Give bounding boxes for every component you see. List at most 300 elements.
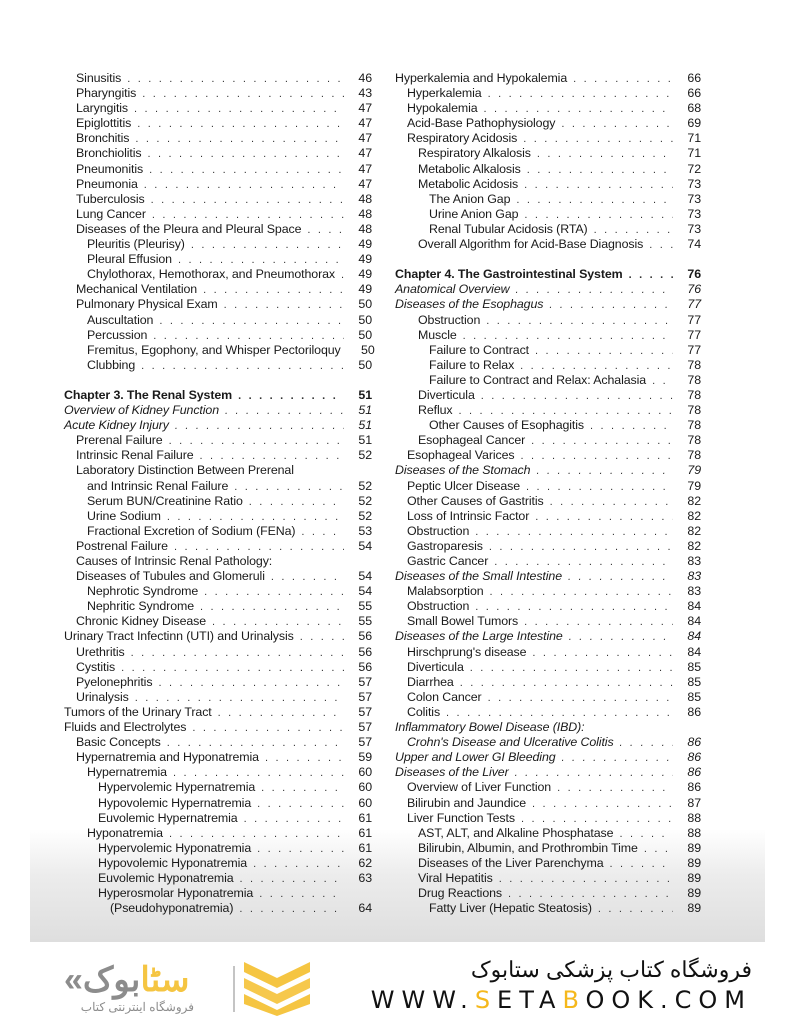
dot-leader: [549, 298, 673, 313]
toc-entry[interactable]: [395, 131, 701, 146]
store-title: فروشگاه کتاب پزشکی ستابوک: [470, 957, 752, 982]
toc-entry[interactable]: [395, 403, 701, 418]
toc-page-number: 85: [687, 674, 701, 689]
dot-leader: [481, 389, 673, 404]
toc-entry[interactable]: [395, 690, 701, 705]
toc-page-number: 79: [687, 478, 701, 493]
toc-entry[interactable]: [64, 282, 372, 297]
dot-leader: [535, 344, 673, 359]
toc-entry-title: Tuberculosis: [76, 191, 145, 206]
dot-leader: [259, 887, 344, 902]
dot-leader: [463, 329, 673, 344]
toc-page-number: 52: [358, 493, 372, 508]
toc-entry[interactable]: [395, 826, 701, 841]
toc-entry-title: Urinary Tract Infectinn (UTI) and Urinalysis: [64, 629, 294, 644]
toc-page-number: 61: [358, 840, 372, 855]
dot-leader: [341, 268, 344, 283]
toc-entry-title: Liver Function Tests: [407, 810, 515, 825]
toc-entry[interactable]: [64, 267, 372, 282]
toc-page-number: 51: [358, 403, 372, 418]
toc-entry-title: AST, ALT, and Alkaline Phosphatase: [418, 825, 614, 840]
toc-entry-title: Nephritic Syndrome: [87, 599, 195, 614]
toc-entry-title: Fluids and Electrolytes: [64, 720, 187, 735]
toc-entry[interactable]: [64, 86, 372, 101]
dot-leader: [203, 283, 344, 298]
toc-entry[interactable]: [395, 116, 701, 131]
dot-leader: [192, 721, 344, 736]
toc-page-number: 78: [687, 418, 701, 433]
toc-entry[interactable]: [64, 448, 372, 463]
toc-entry[interactable]: [395, 614, 701, 629]
toc-entry[interactable]: [64, 569, 372, 584]
dot-leader: [257, 842, 344, 857]
toc-entry[interactable]: [64, 237, 372, 252]
toc-entry[interactable]: [395, 735, 701, 750]
toc-page-number: 83: [687, 554, 701, 568]
toc-entry-title: Chronic Kidney Disease: [76, 614, 207, 629]
toc-entry[interactable]: [395, 162, 701, 177]
toc-page-number: 52: [358, 478, 372, 493]
toc-page-number: 47: [358, 131, 372, 146]
toc-entry[interactable]: [64, 71, 372, 86]
toc-entry[interactable]: [395, 358, 701, 373]
toc-entry[interactable]: [395, 901, 701, 916]
toc-entry-title: Inflammatory Bowel Disease (IBD):: [395, 720, 585, 735]
toc-entry[interactable]: [64, 162, 372, 177]
toc-entry[interactable]: [64, 750, 372, 765]
toc-entry[interactable]: [64, 826, 372, 841]
toc-entry[interactable]: [64, 524, 372, 539]
toc-page-number: 77: [687, 327, 701, 342]
toc-entry[interactable]: [395, 222, 701, 237]
store-url-link[interactable]: WWW.SETABOOK.COM: [370, 986, 752, 1014]
toc-entry[interactable]: [395, 599, 701, 614]
toc-entry[interactable]: [395, 146, 701, 161]
dot-leader: [240, 872, 344, 887]
toc-entry[interactable]: [64, 675, 372, 690]
toc-page-number: 83: [687, 584, 701, 599]
toc-entry[interactable]: [64, 131, 372, 146]
toc-entry[interactable]: [64, 433, 372, 448]
dot-leader: [239, 902, 344, 917]
dot-leader: [178, 253, 344, 268]
dot-leader: [486, 314, 673, 329]
toc-entry[interactable]: [64, 539, 372, 554]
toc-entry-title: Pleuritis (Pleurisy): [87, 237, 185, 252]
dot-leader: [532, 646, 673, 661]
toc-entry-title: Diseases of the Pleura and Pleural Space: [76, 221, 302, 236]
toc-entry[interactable]: [64, 418, 372, 433]
toc-entry-title: Hirschprung's disease: [407, 644, 527, 659]
toc-entry-title: Viral Hepatitis: [418, 870, 493, 885]
toc-page-number: 89: [687, 840, 701, 855]
toc-entry[interactable]: [395, 765, 701, 780]
toc-entry-title: Hyperosmolar Hyponatremia: [98, 886, 254, 901]
toc-entry[interactable]: [64, 720, 372, 735]
toc-entry-title: Gastroparesis: [407, 538, 483, 553]
dot-leader: [307, 223, 344, 238]
toc-entry-title: Bilirubin and Jaundice: [407, 795, 527, 810]
toc-entry[interactable]: [64, 494, 372, 509]
toc-page-number: 72: [687, 161, 701, 176]
toc-entry[interactable]: [395, 373, 701, 388]
dot-leader: [524, 178, 673, 193]
toc-entry[interactable]: [395, 433, 701, 448]
toc-entry[interactable]: [64, 901, 372, 916]
toc-page-number: 73: [687, 191, 701, 206]
dot-leader: [151, 193, 344, 208]
toc-entry-title: Pulmonary Physical Exam: [76, 297, 218, 312]
store-info: [371, 955, 752, 1015]
dot-leader: [265, 751, 344, 766]
dot-leader: [173, 766, 344, 781]
dot-leader: [568, 570, 673, 585]
toc-page-number: 48: [358, 206, 372, 221]
dot-leader: [515, 766, 673, 781]
toc-page-number: 89: [687, 901, 701, 916]
toc-page-number: 48: [358, 191, 372, 206]
toc-page-number: 48: [358, 221, 372, 236]
toc-entry[interactable]: [395, 343, 701, 358]
toc-entry[interactable]: [395, 282, 701, 297]
toc-page-number: 52: [358, 448, 372, 463]
toc-entry[interactable]: [64, 403, 372, 418]
dot-leader: [134, 102, 344, 117]
toc-page-number: 55: [358, 599, 372, 614]
toc-entry[interactable]: [64, 690, 372, 705]
toc-page-number: 82: [687, 523, 701, 538]
toc-page-number: 73: [687, 221, 701, 236]
toc-entry-title: Failure to Contract: [429, 342, 530, 357]
dot-leader: [159, 314, 344, 329]
dot-leader: [225, 404, 344, 419]
toc-entry[interactable]: [395, 388, 701, 403]
toc-entry-title: Obstruction: [407, 599, 470, 614]
toc-entry-title: Hypovolemic Hypernatremia: [98, 795, 252, 810]
toc-page-number: 82: [687, 538, 701, 553]
toc-entry[interactable]: [395, 569, 701, 584]
logo-divider: [233, 966, 235, 1012]
toc-entry-title: Upper and Lower GI Bleeding: [395, 750, 556, 765]
toc-page-number: 82: [687, 508, 701, 523]
toc-page-number: 49: [358, 252, 372, 267]
toc-entry[interactable]: [395, 494, 701, 509]
toc-entry[interactable]: [395, 720, 701, 735]
toc-entry[interactable]: [64, 811, 372, 826]
toc-entry[interactable]: [64, 886, 372, 901]
toc-entry-title: Metabolic Alkalosis: [418, 161, 521, 176]
toc-entry[interactable]: [395, 448, 701, 463]
toc-entry-title: Euvolemic Hypernatremia: [98, 810, 238, 825]
toc-page-number: 47: [358, 116, 372, 131]
toc-entry-title: Colon Cancer: [407, 689, 482, 704]
toc-page-number: 78: [687, 372, 701, 387]
toc-entry-title: Other Causes of Gastritis: [407, 493, 544, 508]
toc-entry[interactable]: [64, 207, 372, 222]
toc-entry[interactable]: [395, 705, 701, 720]
toc-entry[interactable]: [64, 297, 372, 312]
toc-entry[interactable]: [395, 297, 701, 312]
dot-leader: [532, 797, 673, 812]
toc-page-number: 51: [358, 433, 372, 448]
toc-entry[interactable]: [395, 237, 701, 252]
toc-page-number: 85: [687, 689, 701, 704]
toc-entry-title: Urinalysis: [76, 689, 129, 704]
dot-leader: [652, 374, 673, 389]
toc-entry-title: Chapter 3. The Renal System: [64, 387, 233, 402]
toc-entry-title: Diseases of the Stomach: [395, 463, 531, 478]
toc-entry[interactable]: [64, 765, 372, 780]
toc-entry-title: Acid-Base Pathophysiology: [407, 116, 556, 131]
toc-entry[interactable]: [64, 358, 372, 373]
toc-entry-title: Sinusitis: [76, 71, 122, 85]
toc-page-number: 84: [687, 614, 701, 629]
toc-entry-title: Failure to Relax: [429, 357, 515, 372]
toc-entry-title: Diseases of the Liver Parenchyma: [418, 855, 604, 870]
toc-entry-title: Diarrhea: [407, 674, 454, 689]
toc-page-number: 64: [358, 901, 372, 916]
toc-entry[interactable]: [395, 871, 701, 886]
toc-page-number: 88: [687, 825, 701, 840]
toc-entry-title: Diseases of the Small Intestine: [395, 569, 563, 584]
dot-leader: [153, 329, 344, 344]
dot-leader: [489, 540, 673, 555]
dot-leader: [135, 132, 344, 147]
toc-entry[interactable]: [64, 584, 372, 599]
toc-page-number: 71: [687, 146, 701, 161]
toc-page-number: 54: [358, 569, 372, 584]
toc-entry-title: Muscle: [418, 327, 457, 342]
toc-entry[interactable]: [395, 780, 701, 795]
toc-page-number: 77: [687, 342, 701, 357]
toc-entry[interactable]: [395, 313, 701, 328]
toc-entry[interactable]: [395, 660, 701, 675]
toc-entry[interactable]: [64, 222, 372, 237]
toc-page-number: 86: [687, 735, 701, 750]
toc-entry-title: Fractional Excretion of Sodium (FENa): [87, 523, 296, 538]
dot-leader: [594, 223, 673, 238]
dot-leader: [127, 72, 344, 87]
toc-entry[interactable]: [395, 479, 701, 494]
dot-leader: [169, 434, 344, 449]
toc-entry[interactable]: [395, 675, 701, 690]
toc-entry-title: Urine Anion Gap: [429, 206, 519, 221]
dot-leader: [200, 600, 344, 615]
toc-page-number: 60: [358, 795, 372, 810]
toc-page-number: 63: [358, 870, 372, 885]
toc-entry[interactable]: [64, 614, 372, 629]
toc-entry[interactable]: [395, 584, 701, 599]
dot-leader: [569, 630, 673, 645]
toc-entry-title: Diseases of the Large Intestine: [395, 629, 563, 644]
toc-entry[interactable]: [64, 463, 372, 478]
logo-arrows-icon: «: [64, 961, 83, 999]
toc-page-number: 87: [687, 795, 701, 810]
toc-entry-title: Overview of Liver Function: [407, 780, 552, 795]
toc-entry[interactable]: [395, 418, 701, 433]
toc-page-number: 89: [687, 886, 701, 901]
dot-leader: [152, 208, 344, 223]
chevron-logo-icon: [244, 962, 310, 1016]
toc-entry-title: Gastric Cancer: [407, 554, 489, 568]
toc-entry[interactable]: [64, 146, 372, 161]
dot-leader: [520, 359, 673, 374]
toc-entry-title: Metabolic Acidosis: [418, 176, 519, 191]
dot-leader: [212, 615, 344, 630]
toc-page-number: 71: [687, 131, 701, 146]
toc-page-number: 50: [361, 342, 375, 357]
dot-leader: [619, 827, 673, 842]
dot-leader: [158, 676, 344, 691]
dot-leader: [167, 736, 344, 751]
toc-entry[interactable]: [64, 328, 372, 343]
toc-entry[interactable]: [64, 780, 372, 795]
toc-entry[interactable]: [395, 192, 701, 207]
dot-leader: [144, 178, 344, 193]
dot-leader: [536, 464, 673, 479]
toc-entry[interactable]: [64, 101, 372, 116]
toc-chapter-heading[interactable]: [64, 388, 372, 403]
toc-entry-title: Colitis: [407, 704, 441, 719]
toc-entry[interactable]: [64, 705, 372, 720]
dot-leader: [131, 646, 344, 661]
dot-leader: [218, 706, 344, 721]
toc-entry[interactable]: [64, 645, 372, 660]
toc-page-number: 50: [358, 297, 372, 312]
toc-page-number: 86: [687, 780, 701, 795]
toc-entry-title: Tumors of the Urinary Tract: [64, 704, 212, 719]
toc-entry-title: Hypervolemic Hyponatremia: [98, 840, 252, 855]
toc-entry[interactable]: [395, 101, 701, 116]
toc-page-number: 60: [358, 780, 372, 795]
toc-page-number: 51: [358, 387, 372, 402]
toc-entry[interactable]: [64, 735, 372, 750]
toc-entry-title: Diverticula: [407, 659, 464, 674]
toc-entry[interactable]: [395, 554, 701, 569]
toc-page-number: 78: [687, 433, 701, 448]
dot-leader: [459, 404, 673, 419]
toc-entry[interactable]: [395, 750, 701, 765]
toc-entry-title: Chapter 4. The Gastrointestinal System: [395, 267, 623, 282]
toc-entry[interactable]: [64, 116, 372, 131]
toc-entry[interactable]: [64, 841, 372, 856]
toc-entry[interactable]: [64, 509, 372, 524]
dot-leader: [535, 510, 673, 525]
dot-leader: [142, 87, 344, 102]
toc-page-number: 83: [687, 569, 701, 584]
toc-entry[interactable]: [64, 177, 372, 192]
toc-page-number: 76: [687, 282, 701, 297]
toc-entry[interactable]: [64, 192, 372, 207]
dot-leader: [249, 495, 344, 510]
toc-entry[interactable]: [64, 856, 372, 871]
toc-entry[interactable]: [64, 342, 375, 358]
toc-entry-title: Peptic Ulcer Disease: [407, 478, 521, 493]
toc-entry-title: Respiratory Alkalosis: [418, 146, 531, 161]
toc-page-number: 54: [358, 538, 372, 553]
toc-page-number: 50: [358, 327, 372, 342]
dot-leader: [537, 147, 673, 162]
toc-page-number: 50: [358, 357, 372, 372]
toc-entry-title: Auscultation: [87, 312, 154, 327]
toc-entry-title: Lung Cancer: [76, 206, 146, 221]
dot-leader: [644, 842, 673, 857]
toc-entry[interactable]: [395, 645, 701, 660]
toc-entry-title: Drug Reactions: [418, 886, 502, 901]
toc-entry-title: Renal Tubular Acidosis (RTA): [429, 221, 588, 236]
setabook-logo[interactable]: [64, 960, 314, 1020]
toc-entry-title: Esophageal Cancer: [418, 433, 526, 448]
toc-entry[interactable]: [64, 660, 372, 675]
dot-leader: [301, 525, 344, 540]
toc-entry[interactable]: [395, 629, 701, 644]
section-spacer: [64, 373, 372, 388]
toc-entry-title: Bilirubin, Albumin, and Prothrombin Time: [418, 840, 638, 855]
toc-chapter-heading[interactable]: [395, 267, 701, 282]
toc-entry[interactable]: [395, 841, 701, 856]
dot-leader: [516, 193, 673, 208]
toc-entry[interactable]: [64, 871, 372, 886]
toc-page-number: 49: [358, 237, 372, 252]
toc-entry-title: and Intrinsic Renal Failure: [87, 478, 229, 493]
toc-page-number: 74: [687, 237, 701, 252]
dot-leader: [200, 449, 344, 464]
dot-leader: [524, 208, 673, 223]
toc-entry-title: Bronchiolitis: [76, 146, 142, 161]
toc-entry[interactable]: [64, 629, 372, 644]
dot-leader: [649, 238, 673, 253]
toc-entry[interactable]: [395, 328, 701, 343]
toc-entry[interactable]: [64, 252, 372, 267]
toc-entry-title: Hypernatremia: [87, 765, 167, 780]
toc-entry-title: Respiratory Acidosis: [407, 131, 518, 146]
toc-entry[interactable]: [395, 71, 701, 86]
toc-entry[interactable]: [64, 599, 372, 614]
toc-entry[interactable]: [395, 886, 701, 901]
toc-entry[interactable]: [395, 856, 701, 871]
dot-leader: [499, 872, 673, 887]
toc-entry[interactable]: [395, 207, 701, 222]
dot-leader: [257, 797, 344, 812]
toc-entry[interactable]: [64, 313, 372, 328]
toc-entry[interactable]: [395, 86, 701, 101]
dot-leader: [169, 827, 344, 842]
toc-entry[interactable]: [395, 177, 701, 192]
toc-entry-title: Obstruction: [418, 312, 481, 327]
dot-leader: [494, 555, 673, 570]
toc-page-number: 56: [358, 629, 372, 644]
toc-entry-title: Euvolemic Hyponatremia: [98, 870, 234, 885]
toc-entry[interactable]: [395, 524, 701, 539]
dot-leader: [300, 630, 344, 645]
toc-entry[interactable]: [64, 554, 372, 569]
toc-page-number: 57: [358, 674, 372, 689]
toc-entry-title: Hyponatremia: [87, 825, 163, 840]
dot-leader: [629, 268, 673, 283]
dot-leader: [261, 781, 344, 796]
toc-entry[interactable]: [395, 811, 701, 826]
toc-entry[interactable]: [395, 539, 701, 554]
toc-entry[interactable]: [64, 796, 372, 811]
dot-leader: [204, 585, 344, 600]
toc-page-number: 82: [687, 493, 701, 508]
dot-leader: [527, 163, 673, 178]
toc-entry[interactable]: [395, 796, 701, 811]
toc-entry[interactable]: [395, 463, 701, 478]
toc-entry[interactable]: [64, 479, 372, 494]
toc-entry-title: Hyperkalemia and Hypokalemia: [395, 71, 568, 85]
toc-entry[interactable]: [395, 509, 701, 524]
